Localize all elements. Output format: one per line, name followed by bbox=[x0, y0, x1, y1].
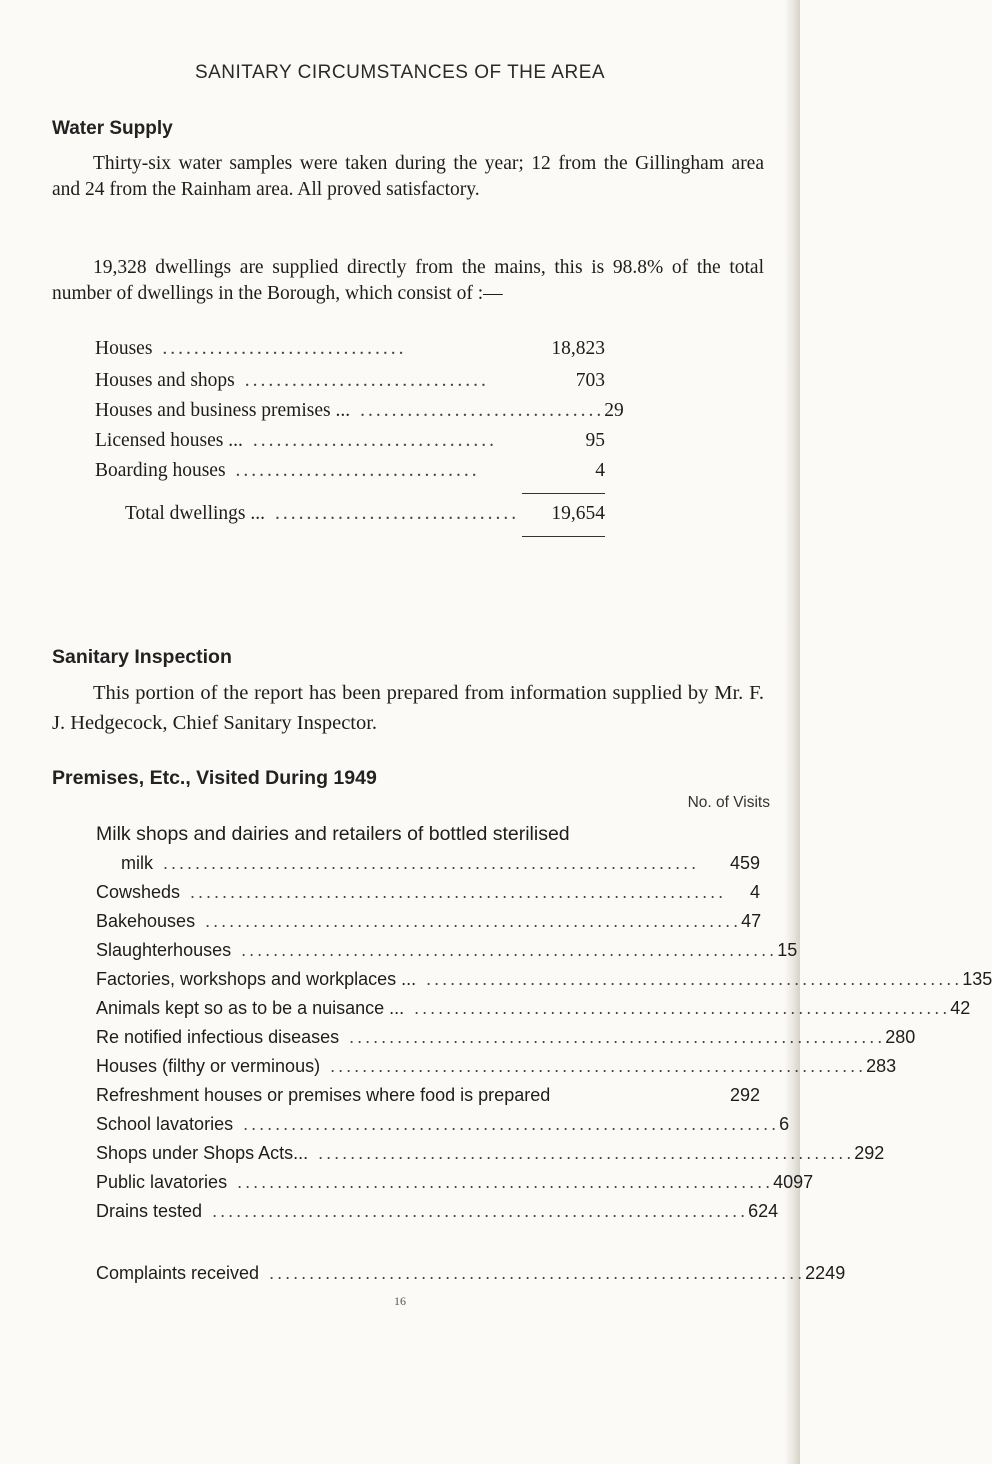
subtotal-rule bbox=[522, 493, 605, 494]
premises-row: School lavatories ................................................................... 6 bbox=[96, 1114, 790, 1134]
dwelling-label: Houses and shops bbox=[95, 370, 235, 391]
total-value: 19,654 bbox=[551, 503, 605, 524]
dwelling-label: Houses bbox=[95, 338, 153, 359]
complaints-value: 2249 bbox=[805, 1263, 846, 1283]
premises-row: Factories, workshops and workplaces ... ................................................................... 135 bbox=[96, 969, 992, 989]
premises-row: Shops under Shops Acts... ................................................................... 292 bbox=[96, 1143, 885, 1163]
premises-label: Cowsheds bbox=[96, 882, 181, 902]
page-header: SANITARY CIRCUMSTANCES OF THE AREA bbox=[194, 62, 606, 83]
premises-label: School lavatories bbox=[96, 1114, 234, 1134]
premises-row: Bakehouses ................................................................... 47 bbox=[96, 911, 762, 931]
complaints-label: Complaints received bbox=[96, 1263, 260, 1283]
premises-row: Public lavatories ................................................................... 4097 bbox=[96, 1172, 814, 1192]
premises-label: Refreshment houses or premises where food is prepared bbox=[96, 1085, 551, 1105]
premises-heading: Premises, Etc., Visited During 1949 bbox=[52, 767, 377, 789]
sanitary-inspection-heading: Sanitary Inspection bbox=[52, 646, 232, 668]
premises-label: Re notified infectious diseases bbox=[96, 1027, 340, 1047]
total-label: Total dwellings ... bbox=[125, 503, 265, 524]
dwelling-row: Houses and shops ............................... 703 bbox=[95, 370, 605, 391]
dwelling-row: Boarding houses ............................... 4 bbox=[95, 460, 605, 481]
premises-value: 624 bbox=[748, 1201, 779, 1221]
total-dwellings-row: Total dwellings ... ............................... 19,654 bbox=[125, 503, 605, 524]
water-para-2: 19,328 dwellings are supplied directly from the mains, this is 98.8% of the total number of dwellings in the Borough, which consist of :— bbox=[52, 257, 764, 304]
dwelling-value: 95 bbox=[585, 430, 605, 451]
premises-value: 292 bbox=[729, 1085, 760, 1105]
premises-row: Drains tested ................................................................... 624 bbox=[96, 1201, 779, 1221]
premises-value: 135 bbox=[962, 969, 992, 989]
dwelling-label: Boarding houses bbox=[95, 460, 226, 481]
premises-row bbox=[96, 1085, 760, 1106]
premises-row: Re notified infectious diseases ................................................................... 280 bbox=[96, 1027, 916, 1047]
premises-value: 4097 bbox=[773, 1172, 814, 1192]
dwelling-label: Houses and business premises ... bbox=[95, 400, 351, 421]
premises-row: milk ................................................................... 459 bbox=[96, 853, 760, 874]
dwelling-row: Houses and business premises ... ............................... 29 bbox=[95, 400, 624, 421]
dwelling-value: 703 bbox=[575, 370, 605, 391]
premises-first-line: Milk shops and dairies and retailers of bottled sterilised bbox=[96, 823, 570, 845]
premises-value: 42 bbox=[950, 998, 971, 1018]
total-rule bbox=[522, 536, 605, 537]
dwelling-value: 4 bbox=[595, 460, 605, 481]
dwelling-row: Licensed houses ... ............................... 95 bbox=[95, 430, 605, 451]
visits-column-header: No. of Visits bbox=[687, 794, 770, 811]
page-edge-shadow bbox=[784, 0, 800, 1464]
premises-value: 292 bbox=[854, 1143, 885, 1163]
premises-value: 280 bbox=[885, 1027, 916, 1047]
complaints-row: Complaints received ................................................................... 2249 bbox=[96, 1263, 846, 1283]
premises-label: Factories, workshops and workplaces ... bbox=[96, 969, 417, 989]
water-supply-heading: Water Supply bbox=[52, 118, 173, 139]
premises-row: Slaughterhouses ................................................................... 15 bbox=[96, 940, 798, 960]
premises-value: 283 bbox=[866, 1056, 897, 1076]
premises-row: Animals kept so as to be a nuisance ... ................................................................... 42 bbox=[96, 998, 971, 1018]
dwelling-row: Houses ............................... 18,823 bbox=[95, 338, 605, 359]
premises-row: Houses (filthy or verminous) ................................................................... 283 bbox=[96, 1056, 897, 1076]
premises-value: 47 bbox=[741, 911, 762, 931]
dwelling-value: 18,823 bbox=[551, 338, 605, 359]
premises-label: Public lavatories bbox=[96, 1172, 228, 1192]
premises-label: Shops under Shops Acts... bbox=[96, 1143, 309, 1163]
premises-value: 4 bbox=[749, 882, 760, 902]
dwelling-label: Licensed houses ... bbox=[95, 430, 243, 451]
premises-label: milk bbox=[121, 853, 153, 873]
premises-value: 15 bbox=[777, 940, 798, 960]
page-number: 16 bbox=[394, 1294, 406, 1308]
premises-label: Animals kept so as to be a nuisance ... bbox=[96, 998, 405, 1018]
premises-label: Houses (filthy or verminous) bbox=[96, 1056, 321, 1076]
water-para-1: Thirty-six water samples were taken during the year; 12 from the Gillingham area and 24 from the Rainham area. All proved satisfactory. bbox=[52, 153, 764, 200]
premises-label: Drains tested bbox=[96, 1201, 203, 1221]
premises-label: Slaughterhouses bbox=[96, 940, 232, 960]
premises-label: Bakehouses bbox=[96, 911, 196, 931]
inspection-para: This portion of the report has been prepared from information supplied by Mr. F. J. Hedgecock, Chief Sanitary Inspector. bbox=[52, 682, 764, 734]
premises-value: 6 bbox=[779, 1114, 790, 1134]
premises-row: Cowsheds ................................................................... 4 bbox=[96, 882, 760, 902]
premises-value: 459 bbox=[729, 853, 760, 873]
dwelling-value: 29 bbox=[604, 400, 624, 421]
